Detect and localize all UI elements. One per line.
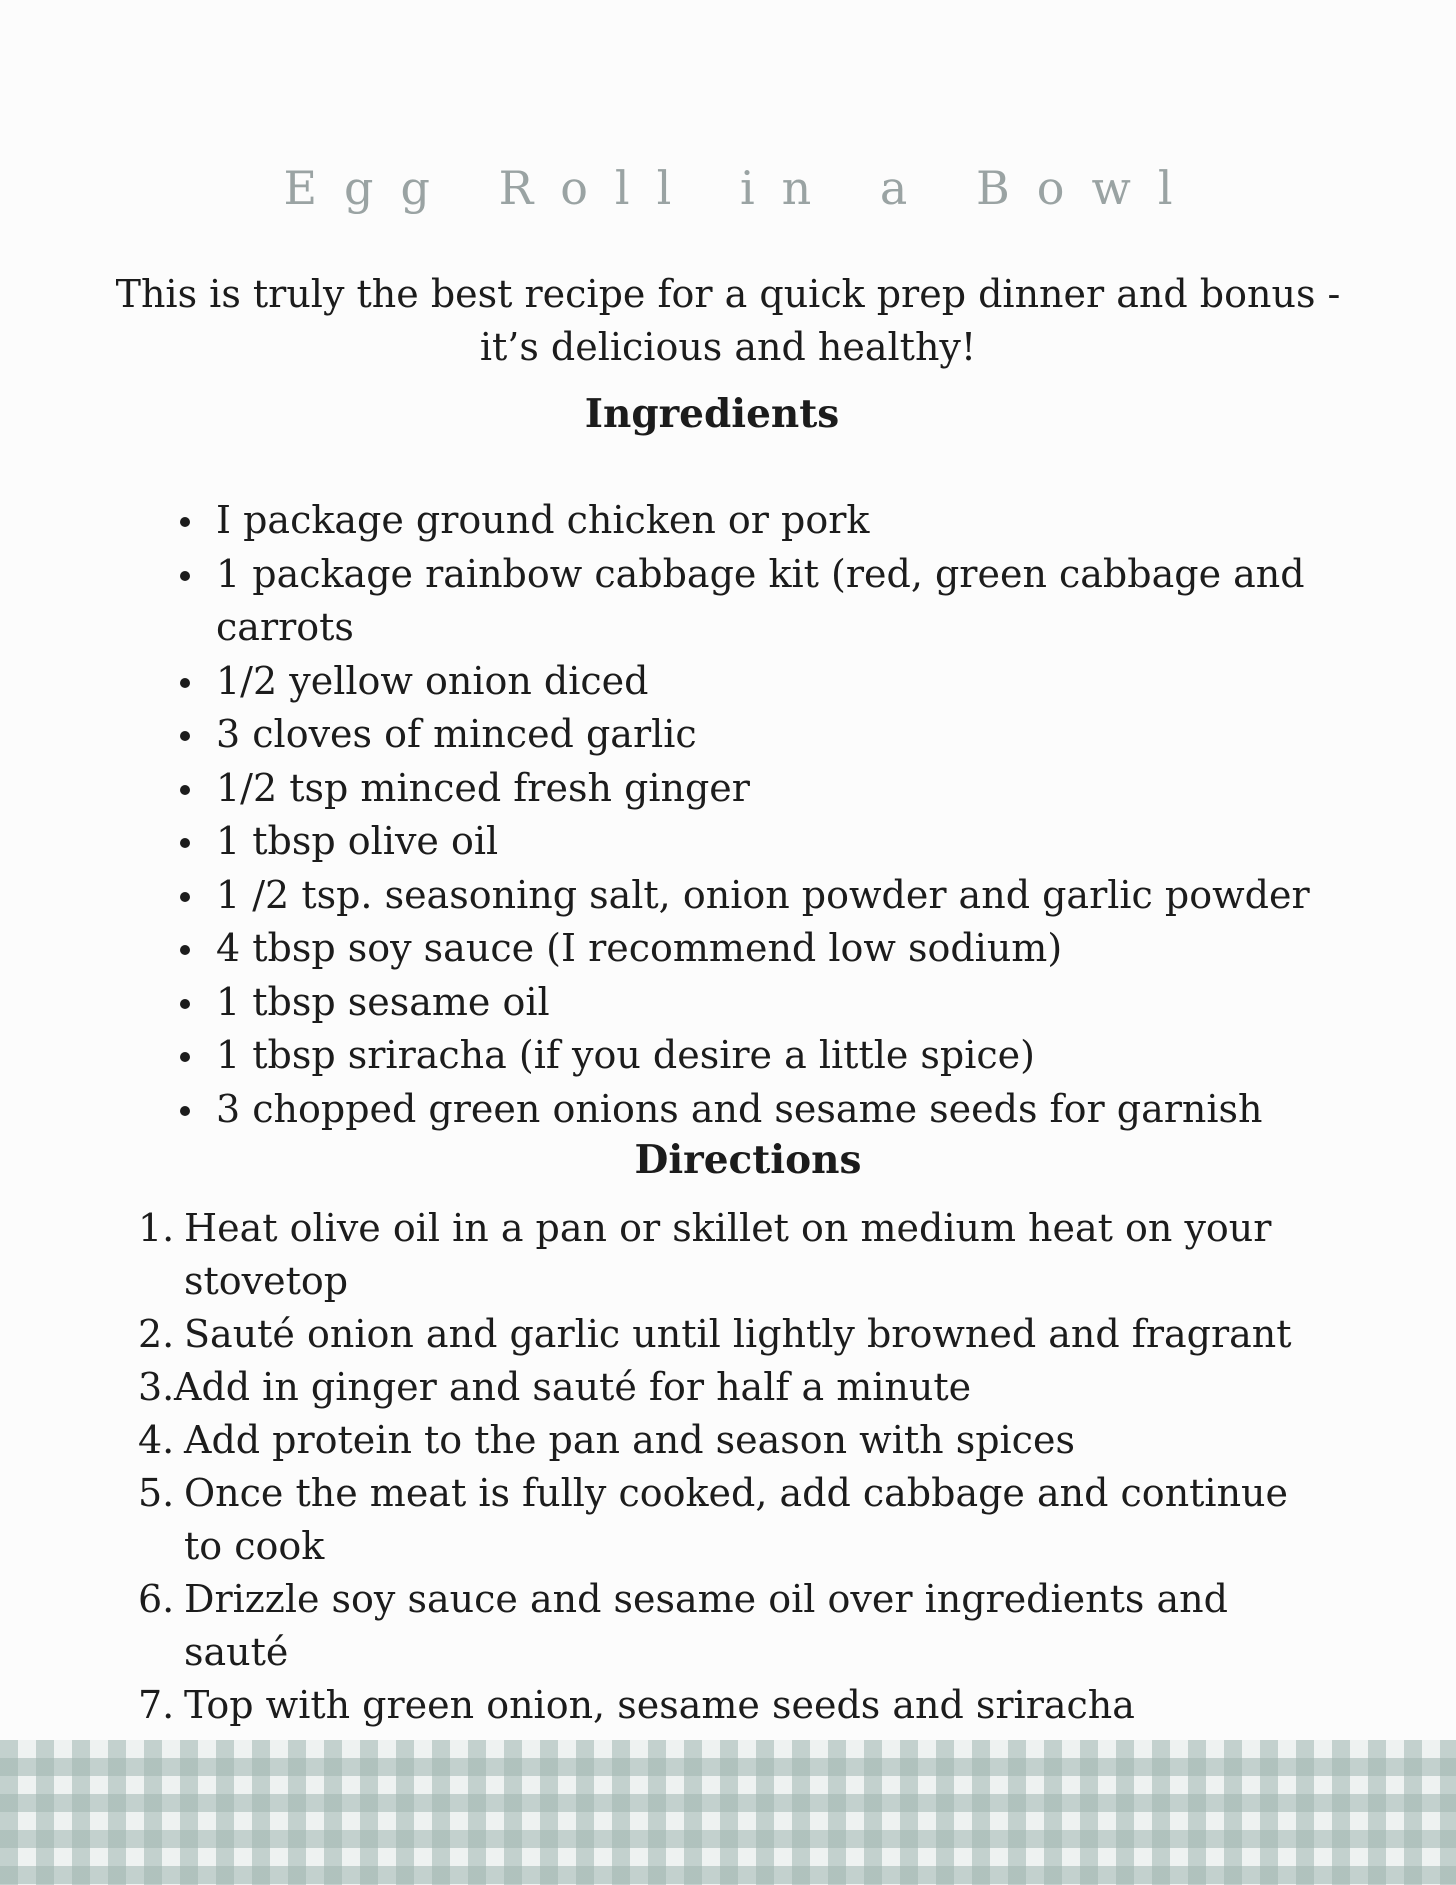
direction-step bbox=[138, 1308, 1338, 1361]
ingredient-item: 1 package rainbow cabbage kit (red, green cabbage and carrots bbox=[216, 548, 1336, 655]
ingredient-item: 1 tbsp sesame oil bbox=[216, 976, 1336, 1030]
step-text: Once the meat is fully cooked, add cabbage and continue to cook bbox=[184, 1471, 1289, 1568]
directions-heading: Directions bbox=[634, 1137, 862, 1183]
recipe-intro: This is truly the best recipe for a quick prep dinner and bonus - it’s delicious and healthy! bbox=[115, 272, 1341, 369]
bullet-icon bbox=[180, 785, 190, 795]
directions-list bbox=[138, 1202, 1338, 1785]
bullet-icon bbox=[180, 945, 190, 955]
bullet-icon bbox=[180, 1106, 190, 1116]
direction-step bbox=[138, 1573, 1338, 1679]
bullet-icon bbox=[180, 999, 190, 1009]
ingredient-item: 1/2 tsp minced fresh ginger bbox=[216, 762, 1336, 816]
step-number: 4. bbox=[138, 1418, 175, 1462]
bullet-icon bbox=[180, 678, 190, 688]
ingredients-heading: Ingredients bbox=[584, 391, 840, 437]
direction-step bbox=[138, 1361, 1338, 1414]
step-number: 2. bbox=[138, 1312, 175, 1356]
ingredient-item: 1 tbsp sriracha (if you desire a little spice) bbox=[216, 1029, 1336, 1083]
step-number: 3. bbox=[138, 1365, 175, 1409]
ingredient-item: 3 chopped green onions and sesame seeds for garnish bbox=[216, 1083, 1336, 1137]
bullet-icon bbox=[180, 892, 190, 902]
ingredient-item: 1 /2 tsp. seasoning salt, onion powder and garlic powder bbox=[216, 869, 1336, 923]
bullet-icon bbox=[180, 731, 190, 741]
ingredients-list bbox=[216, 494, 1336, 1136]
step-number: 5. bbox=[138, 1471, 175, 1515]
ingredient-item: 1/2 yellow onion diced bbox=[216, 655, 1336, 709]
direction-step bbox=[138, 1414, 1338, 1467]
step-text: Top with green onion, sesame seeds and sriracha bbox=[184, 1683, 1135, 1727]
ingredient-item: 3 cloves of minced garlic bbox=[216, 708, 1336, 762]
bullet-icon bbox=[180, 1052, 190, 1062]
step-number: 6. bbox=[138, 1577, 175, 1621]
bullet-icon bbox=[180, 517, 190, 527]
ingredient-item: 4 tbsp soy sauce (I recommend low sodium) bbox=[216, 922, 1336, 976]
recipe-title: Egg Roll in a Bowl bbox=[283, 161, 1200, 215]
direction-step bbox=[138, 1679, 1338, 1732]
ingredient-item: 1 tbsp olive oil bbox=[216, 815, 1336, 869]
step-text: Add protein to the pan and season with spices bbox=[184, 1418, 1075, 1462]
bullet-icon bbox=[180, 571, 190, 581]
step-text: Heat olive oil in a pan or skillet on medium heat on your stovetop bbox=[184, 1206, 1272, 1303]
step-text: Add in ginger and sauté for half a minute bbox=[174, 1365, 972, 1409]
step-number: 7. bbox=[138, 1683, 175, 1727]
step-number: 1. bbox=[138, 1206, 175, 1250]
direction-step bbox=[138, 1467, 1338, 1573]
step-text: Sauté onion and garlic until lightly browned and fragrant bbox=[184, 1312, 1292, 1356]
direction-step bbox=[138, 1202, 1338, 1308]
ingredient-item: I package ground chicken or pork bbox=[216, 494, 1336, 548]
step-text: Drizzle soy sauce and sesame oil over ingredients and sauté bbox=[184, 1577, 1228, 1674]
gingham-border bbox=[0, 1740, 1456, 1885]
bullet-icon bbox=[180, 838, 190, 848]
